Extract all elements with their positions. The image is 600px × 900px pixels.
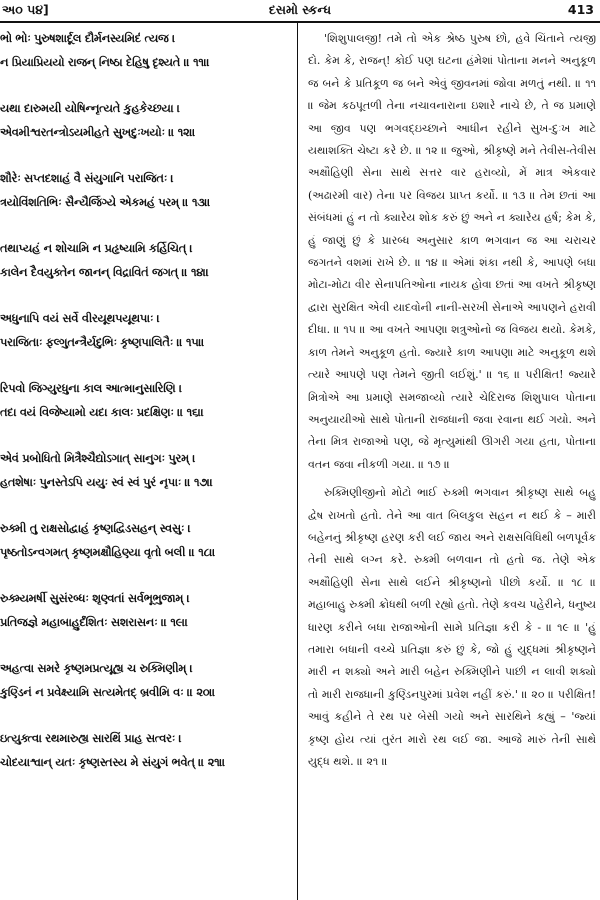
column-divider (297, 23, 298, 900)
verse-11 (0, 26, 292, 74)
verse-17 (0, 446, 292, 494)
verse-line: યથા દારુમયી યોષિન્નૃત્યતે કુહકેચ્છયા । (0, 101, 180, 115)
verse-line: તદા વયં વિજેષ્યામો યદા કાલઃ પ્રદક્ષિણઃ ॥ ૧૬॥ (0, 405, 204, 419)
verse-line: અહત્વા સમરે કૃષ્ણમપ્રત્યૂહ્ય ચ રુક્મિણીમ્ । (0, 661, 193, 675)
sanskrit-verses-column (0, 26, 292, 796)
verse-line: રિપવો જિગ્યુરધુના કાલ આત્માનુસારિણિ । (0, 381, 182, 395)
verse-line: ત્રયોવિંશતિભિઃ સૈન્યૈર્જિગ્યે એકમહં પરમ્ ॥ ૧૩॥ (0, 195, 211, 209)
verse-20 (0, 656, 292, 704)
header-rule (0, 21, 600, 23)
page-number: 413 (567, 2, 594, 17)
verse-19 (0, 586, 292, 634)
verse-line: રુક્મી તુ રાક્ષસોદ્વાહં કૃષ્ણદ્વિડસહન્ સ્વસુઃ । (0, 521, 191, 535)
verse-14 (0, 236, 292, 284)
gujarati-commentary-column (308, 28, 596, 779)
verse-21 (0, 726, 292, 774)
verse-13 (0, 166, 292, 214)
section-title: દસમો સ્કન્ધ (268, 2, 332, 17)
verse-line: ઇત્યુક્ત્વા રથમારુહ્ય સારથિં પ્રાહ સત્વરઃ । (0, 731, 182, 745)
verse-18 (0, 516, 292, 564)
verse-line: ભો ભોઃ પુરુષશાર્દૂલ દૌર્મનસ્યમિદં ત્યજ । (0, 31, 175, 45)
verse-line: પૃષ્ઠતોઽન્વગમત્ કૃષ્ણમક્ષૌહિણ્યા વૃતો બલી ॥ ૧૮॥ (0, 545, 216, 559)
verse-line: તથાપ્યહં ન શોચામિ ન પ્રહૃષ્યામિ કર્હિચિત્ । (0, 241, 193, 255)
verse-line: રુક્મ્યમર્ષી સુસંરબ્ધઃ શૃણ્વતાં સર્વભૂભુજામ્ । (0, 591, 190, 605)
verse-15 (0, 306, 292, 354)
verse-line: પ્રતિજજ્ઞે મહાબાહુર્દંશિતઃ સશરાસનઃ ॥ ૧૯॥ (0, 615, 188, 629)
verse-line: એવમીશ્વરતન્ત્રોઽયમીહતે સુખદુઃખયોઃ ॥ ૧૨॥ (0, 125, 196, 139)
verse-line: કુણ્ડિનં ન પ્રવેક્ષ્યામિ સત્યમેતદ્ બ્રવીમિ વઃ ॥ ૨૦॥ (0, 685, 216, 699)
verse-line: ચોદયાશ્વાન્ યતઃ કૃષ્ણસ્તસ્ય મે સંયુગં ભવેત્ ॥ ૨૧॥ (0, 755, 226, 769)
verse-line: પરાજિતાઃ ફલ્ગુતન્ત્રૈર્યદુભિઃ કૃષ્ણપાલિતૈઃ ॥ ૧૫॥ (0, 335, 205, 349)
verse-16 (0, 376, 292, 424)
chapter-reference: અ૦ ૫૪] (2, 2, 49, 17)
commentary-paragraph: રુક્મિણીજીનો મોટો ભાઈ રુક્મી ભગવાન શ્રીકૃષ્ણ સાથે બહુ દ્વેષ રાખતો હતો. તેને આ વાત બિલકુલ સહન ન થઈ કે – મારી બહેનનું શ્રીકૃષ્ણ હરણ કરી લઈ જાય અને રાક્ષસવિધિથી બળપૂર્વક તેની સાથે લગ્ન કરે. રુક્મી બળવાન તો હતો જ. તેણે એક અક્ષૌહિણી સેના સાથે લઈને શ્રીકૃષ્ણનો પીછો કર્યો. ॥ ૧૮ ॥ મહાબાહુ રુક્મી ક્રોધથી બળી રહ્યો હતો. તેણે કવચ પહેરીને, ધનુષ્ય ધારણ કરીને બધા રાજાઓની સામે પ્રતિજ્ઞા કરી કે - ॥ ૧૯ ॥ 'હું તમારા બધાની વચ્ચે પ્રતિજ્ઞા કરું છું કે, જો હું યુદ્ધમાં શ્રીકૃષ્ણને મારી ન શક્યો અને મારી બહેન રુક્મિણીને પાછી ન લાવી શક્યો તો મારી રાજધાની કુણ્ડિનપુરમાં પ્રવેશ નહીં કરું.' ॥ ૨૦ ॥ પરીક્ષિત! આવું કહીને તે રથ પર બેસી ગયો અને સારથિને કહ્યું – 'જ્યાં કૃષ્ણ હોય ત્યાં તુરંત મારો રથ લઈ જા. આજે મારું તેની સાથે યુદ્ધ થશે. ॥ ૨૧ ॥ (308, 486, 596, 768)
commentary-paragraph: 'શિશુપાલજી! તમે તો એક શ્રેષ્ઠ પુરુષ છો, હવે ચિંતાને ત્યજી દો. કેમ કે, રાજન્! કોઈ પણ ઘટના હંમેશાં પોતાના મનને અનુકૂળ જ બને કે પ્રતિકૂળ જ બને એવું જીવનમાં જોવા મળતું નથી. ॥ ૧૧ ॥ જેમ કઠપૂતળી તેના નચાવનારાના ઇશારે નાચે છે, તે જ પ્રમાણે આ જીવ પણ ભગવદ્ઇચ્છાને આધીન રહીને સુખ-દુઃખ માટે યથાશક્તિ ચેષ્ટા કરે છે. ॥ ૧૨ ॥ જુઓ, શ્રીકૃષ્ણે મને તેવીસ-તેવીસ અક્ષૌહિણી સેના સાથે સત્તર વાર હરાવ્યો, મેં માત્ર એકવાર (અઢારમી વાર) તેના પર વિજય પ્રાપ્ત કર્યો. ॥ ૧૩ ॥ તેમ છતાં આ સંબંધમાં હું ન તો ક્યારેય શોક કરું છું અને ન ક્યારેય હર્ષ; કેમ કે, હું જાણું છું કે પ્રારબ્ધ અનુસાર કાળ ભગવાન જ આ ચરાચર જગતને વશમાં રાખે છે. ॥ ૧૪ ॥ એમાં શંકા નથી કે, આપણે બધા મોટા-મોટા વીર સેનાપતિઓના નાયક હોવા છતાં આ વખતે શ્રીકૃષ્ણ દ્વારા સુરક્ષિત એવી યાદવોની નાની-સરખી સેનાએ આપણને હરાવી દીધા. ॥ ૧૫ ॥ આ વખતે આપણા શત્રુઓનો જ વિજય થયો. કેમકે, કાળ તેમને અનુકૂળ હતો. જ્યારે કાળ આપણા માટે અનુકૂળ થશે ત્યારે આપણે પણ તેમને જીતી લઈશું.' ॥ ૧૬ ॥ પરીક્ષિત! જ્યારે મિત્રોએ આ પ્રમાણે સમજાવ્યો ત્યારે ચેદિરાજ શિશુપાલ પોતાના અનુયાયીઓ સાથે પોતાની રાજધાની જવા રવાના થઈ ગયો. અને તેના મિત્ર રાજાઓ પણ, જે મૃત્યુમાંથી ઊગરી ગયા હતા, પોતાના વતન જવા નીકળી ગયા. ॥ ૧૭ ॥ (308, 32, 596, 471)
verse-line: કાલેન દૈવયુક્તેન જાનન્ વિદ્રાવિતં જગત્ ॥ ૧૪॥ (0, 265, 209, 279)
verse-12 (0, 96, 292, 144)
verse-line: ન પ્રિયાપ્રિયયો રાજન્ નિષ્ઠા દેહિષુ દૃશ્યતે ॥ ૧૧॥ (0, 55, 210, 69)
verse-line: અધુનાપિ વયં સર્વે વીરયૂથપયૂથપાઃ । (0, 311, 160, 325)
verse-line: એવં પ્રબોધિતો મિત્રૈશ્ચૈદ્યોઽગાત્ સાનુગઃ પુરમ્ । (0, 451, 196, 465)
verse-line: શૌરેઃ સપ્તદશાહં વૈ સંયુગાનિ પરાજિતઃ । (0, 171, 174, 185)
verse-line: હતશેષાઃ પુનસ્તેઽપિ યયુઃ સ્વં સ્વં પુરં નૃપાઃ ॥ ૧૭॥ (0, 475, 213, 489)
page-header (0, 0, 600, 22)
